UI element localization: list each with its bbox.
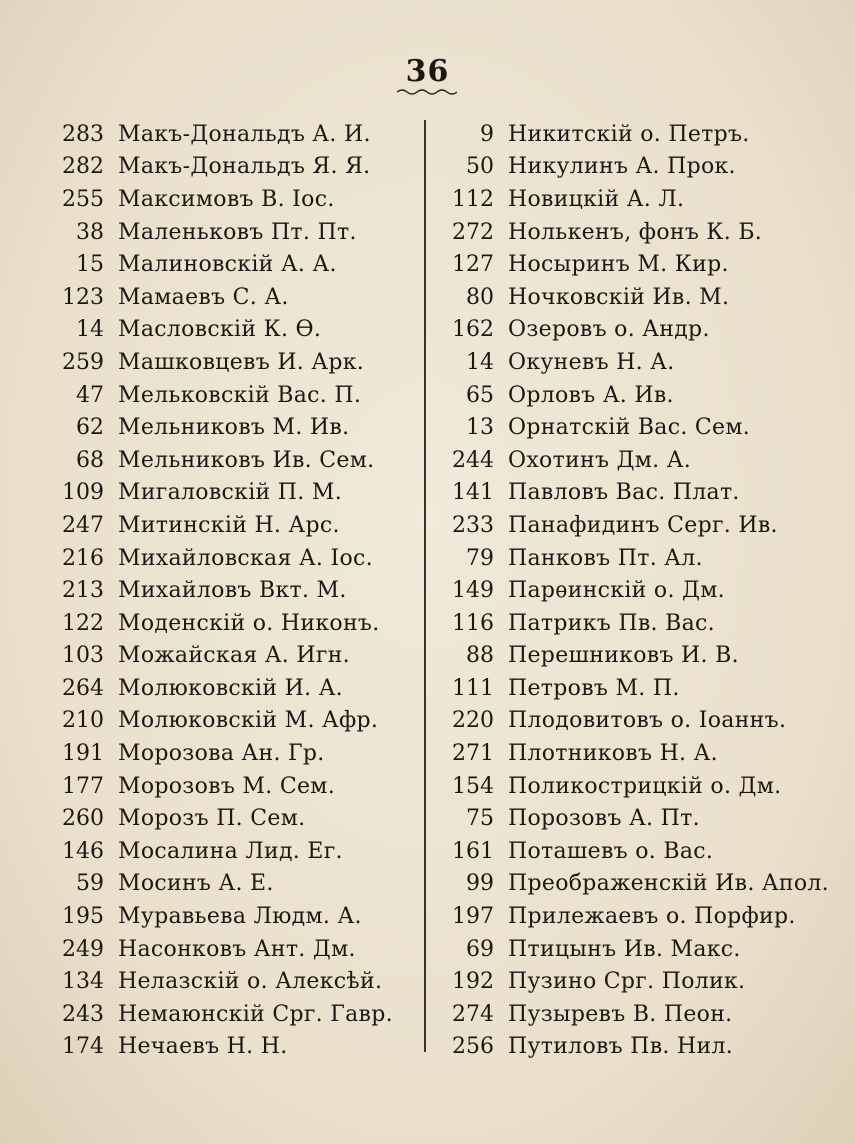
entry-number: 127 xyxy=(452,252,494,278)
list-item xyxy=(436,835,836,868)
list-item xyxy=(436,965,836,998)
entry-number: 69 xyxy=(466,936,494,962)
list-item xyxy=(436,737,836,770)
entry-name: Преображенскій Ив. Апол. xyxy=(508,871,829,897)
left-column xyxy=(48,118,418,1063)
entry-number: 162 xyxy=(452,317,494,343)
list-item xyxy=(48,118,418,151)
entry-name: Макъ-Дональдъ А. И. xyxy=(118,121,371,147)
entry-number: 260 xyxy=(62,806,104,832)
list-item xyxy=(436,216,836,249)
list-item xyxy=(436,802,836,835)
list-item xyxy=(436,574,836,607)
entry-number: 65 xyxy=(466,382,494,408)
list-item xyxy=(48,868,418,901)
entry-name: Орнатскій Вас. Сем. xyxy=(508,415,751,441)
column-divider xyxy=(424,120,426,1052)
entry-number: 141 xyxy=(452,480,494,506)
entry-number: 122 xyxy=(62,610,104,636)
entry-number: 177 xyxy=(62,773,104,799)
page-number: 36 xyxy=(405,54,450,89)
entry-number: 112 xyxy=(452,186,494,212)
entry-name: Мельниковъ М. Ив. xyxy=(118,415,350,441)
entry-name: Птицынъ Ив. Макс. xyxy=(508,936,741,962)
entry-number: 174 xyxy=(62,1034,104,1060)
entry-name: Панковъ Пт. Ал. xyxy=(508,545,703,571)
entry-name: Нолькенъ, фонъ К. Б. xyxy=(508,219,763,245)
entry-name: Новицкій А. Л. xyxy=(508,186,685,212)
list-item xyxy=(436,477,836,510)
entry-number: 79 xyxy=(466,545,494,571)
list-item xyxy=(48,672,418,705)
list-item xyxy=(48,183,418,216)
entry-number: 264 xyxy=(62,675,104,701)
entry-name: Прилежаевъ о. Порфир. xyxy=(508,904,796,930)
entry-number: 154 xyxy=(452,773,494,799)
entry-name: Муравьева Людм. А. xyxy=(118,904,362,930)
list-item xyxy=(436,868,836,901)
list-item xyxy=(48,248,418,281)
entry-name: Пузино Срг. Полик. xyxy=(508,969,746,995)
list-item xyxy=(48,281,418,314)
entry-name: Плодовитовъ о. Іоаннъ. xyxy=(508,708,787,734)
entry-name: Морозъ П. Сем. xyxy=(118,806,306,832)
entry-number: 9 xyxy=(480,121,494,147)
entry-name: Никулинъ А. Прок. xyxy=(508,154,736,180)
entry-name: Патрикъ Пв. Вас. xyxy=(508,610,715,636)
entry-number: 75 xyxy=(466,806,494,832)
entry-name: Мигаловскій П. М. xyxy=(118,480,342,506)
list-item xyxy=(436,900,836,933)
list-item xyxy=(48,574,418,607)
entry-name: Малиновскій А. А. xyxy=(118,252,337,278)
entry-number: 243 xyxy=(62,1001,104,1027)
list-item xyxy=(436,607,836,640)
entry-number: 220 xyxy=(452,708,494,734)
entry-name: Поташевъ о. Вас. xyxy=(508,838,714,864)
list-item xyxy=(48,737,418,770)
entry-number: 13 xyxy=(466,415,494,441)
list-item xyxy=(436,151,836,184)
entry-number: 256 xyxy=(452,1034,494,1060)
entry-name: Панафидинъ Серг. Ив. xyxy=(508,512,778,538)
entry-number: 247 xyxy=(62,512,104,538)
entry-number: 249 xyxy=(62,936,104,962)
entry-name: Немаюнскій Срг. Гавр. xyxy=(118,1001,393,1027)
entry-name: Морозова Ан. Гр. xyxy=(118,741,325,767)
list-item xyxy=(48,1031,418,1064)
list-item xyxy=(48,705,418,738)
list-item xyxy=(436,444,836,477)
entry-number: 272 xyxy=(452,219,494,245)
entry-number: 191 xyxy=(62,741,104,767)
entry-number: 50 xyxy=(466,154,494,180)
entry-name: Озеровъ о. Андр. xyxy=(508,317,710,343)
list-item xyxy=(48,509,418,542)
entry-name: Мамаевъ С. А. xyxy=(118,284,289,310)
list-item xyxy=(436,281,836,314)
list-item xyxy=(48,151,418,184)
entry-number: 68 xyxy=(76,447,104,473)
entry-number: 271 xyxy=(452,741,494,767)
list-item xyxy=(48,900,418,933)
entry-number: 274 xyxy=(452,1001,494,1027)
entry-name: Порозовъ А. Пт. xyxy=(508,806,700,832)
list-item xyxy=(48,379,418,412)
list-item xyxy=(436,933,836,966)
entry-name: Насонковъ Ант. Дм. xyxy=(118,936,356,962)
list-item xyxy=(436,346,836,379)
entry-name: Михайловъ Вкт. М. xyxy=(118,578,347,604)
list-item xyxy=(436,640,836,673)
list-item xyxy=(48,444,418,477)
entry-number: 59 xyxy=(76,871,104,897)
entry-name: Никитскій о. Петръ. xyxy=(508,121,750,147)
list-item xyxy=(48,933,418,966)
entry-name: Путиловъ Пв. Нил. xyxy=(508,1034,734,1060)
entry-number: 149 xyxy=(452,578,494,604)
entry-name: Поликострицкій о. Дм. xyxy=(508,773,782,799)
entry-name: Ночковскій Ив. М. xyxy=(508,284,730,310)
entry-number: 192 xyxy=(452,969,494,995)
entry-number: 99 xyxy=(466,871,494,897)
entry-name: Окуневъ Н. А. xyxy=(508,349,675,375)
entry-name: Нечаевъ Н. Н. xyxy=(118,1034,288,1060)
list-item xyxy=(436,509,836,542)
list-item xyxy=(48,965,418,998)
list-item xyxy=(48,802,418,835)
list-item xyxy=(436,542,836,575)
entry-number: 62 xyxy=(76,415,104,441)
entry-number: 282 xyxy=(62,154,104,180)
entry-name: Моденскій о. Никонъ. xyxy=(118,610,380,636)
entry-number: 88 xyxy=(466,643,494,669)
list-item xyxy=(436,411,836,444)
entry-name: Макъ-Дональдъ Я. Я. xyxy=(118,154,371,180)
list-item xyxy=(436,998,836,1031)
list-item xyxy=(48,314,418,347)
entry-name: Орловъ А. Ив. xyxy=(508,382,674,408)
entry-number: 213 xyxy=(62,578,104,604)
list-item xyxy=(436,314,836,347)
entry-number: 14 xyxy=(466,349,494,375)
entry-number: 244 xyxy=(452,447,494,473)
entry-name: Митинскій Н. Арс. xyxy=(118,512,340,538)
entry-name: Машковцевъ И. Арк. xyxy=(118,349,365,375)
list-item xyxy=(436,1031,836,1064)
entry-number: 123 xyxy=(62,284,104,310)
entry-number: 15 xyxy=(76,252,104,278)
list-item xyxy=(436,379,836,412)
entry-number: 111 xyxy=(452,675,494,701)
entry-name: Носыринъ М. Кир. xyxy=(508,252,729,278)
list-item xyxy=(48,998,418,1031)
entry-number: 255 xyxy=(62,186,104,212)
entry-name: Пузыревъ В. Пеон. xyxy=(508,1001,733,1027)
list-item xyxy=(436,705,836,738)
entry-name: Охотинъ Дм. А. xyxy=(508,447,692,473)
list-item xyxy=(436,672,836,705)
list-item xyxy=(436,770,836,803)
entry-name: Петровъ М. П. xyxy=(508,675,680,701)
list-item xyxy=(48,542,418,575)
list-item xyxy=(48,835,418,868)
wavy-ornament-icon xyxy=(397,88,457,96)
list-item xyxy=(48,346,418,379)
list-item xyxy=(48,411,418,444)
right-column xyxy=(436,118,836,1063)
entry-number: 103 xyxy=(62,643,104,669)
entry-name: Максимовъ В. Іос. xyxy=(118,186,335,212)
list-item xyxy=(48,607,418,640)
entry-number: 195 xyxy=(62,904,104,930)
entry-number: 38 xyxy=(76,219,104,245)
entry-name: Парѳинскій о. Дм. xyxy=(508,578,725,604)
entry-name: Мельковскій Вас. П. xyxy=(118,382,362,408)
entry-name: Морозовъ М. Сем. xyxy=(118,773,335,799)
list-item xyxy=(48,477,418,510)
entry-number: 146 xyxy=(62,838,104,864)
entry-name: Плотниковъ Н. А. xyxy=(508,741,718,767)
entry-name: Перешниковъ И. В. xyxy=(508,643,739,669)
entry-number: 283 xyxy=(62,121,104,147)
entry-name: Павловъ Вас. Плат. xyxy=(508,480,740,506)
entry-name: Мосалина Лид. Ег. xyxy=(118,838,343,864)
entry-name: Молюковскій И. А. xyxy=(118,675,343,701)
list-item xyxy=(436,118,836,151)
list-item xyxy=(48,640,418,673)
list-item xyxy=(436,183,836,216)
entry-number: 109 xyxy=(62,480,104,506)
list-item xyxy=(436,248,836,281)
entry-number: 80 xyxy=(466,284,494,310)
entry-number: 161 xyxy=(452,838,494,864)
entry-number: 233 xyxy=(452,512,494,538)
list-item xyxy=(48,770,418,803)
entry-number: 134 xyxy=(62,969,104,995)
entry-name: Маленьковъ Пт. Пт. xyxy=(118,219,357,245)
entry-name: Молюковскій М. Афр. xyxy=(118,708,379,734)
entry-number: 47 xyxy=(76,382,104,408)
entry-name: Мосинъ А. Е. xyxy=(118,871,274,897)
entry-name: Можайская А. Игн. xyxy=(118,643,350,669)
entry-name: Михайловская А. Іос. xyxy=(118,545,373,571)
entry-number: 216 xyxy=(62,545,104,571)
list-item xyxy=(48,216,418,249)
entry-name: Мельниковъ Ив. Сем. xyxy=(118,447,375,473)
entry-number: 116 xyxy=(452,610,494,636)
entry-number: 259 xyxy=(62,349,104,375)
entry-name: Масловскій К. Ѳ. xyxy=(118,317,322,343)
entry-name: Нелазскій о. Алексѣй. xyxy=(118,969,383,995)
entry-number: 210 xyxy=(62,708,104,734)
entry-number: 14 xyxy=(76,317,104,343)
entry-number: 197 xyxy=(452,904,494,930)
